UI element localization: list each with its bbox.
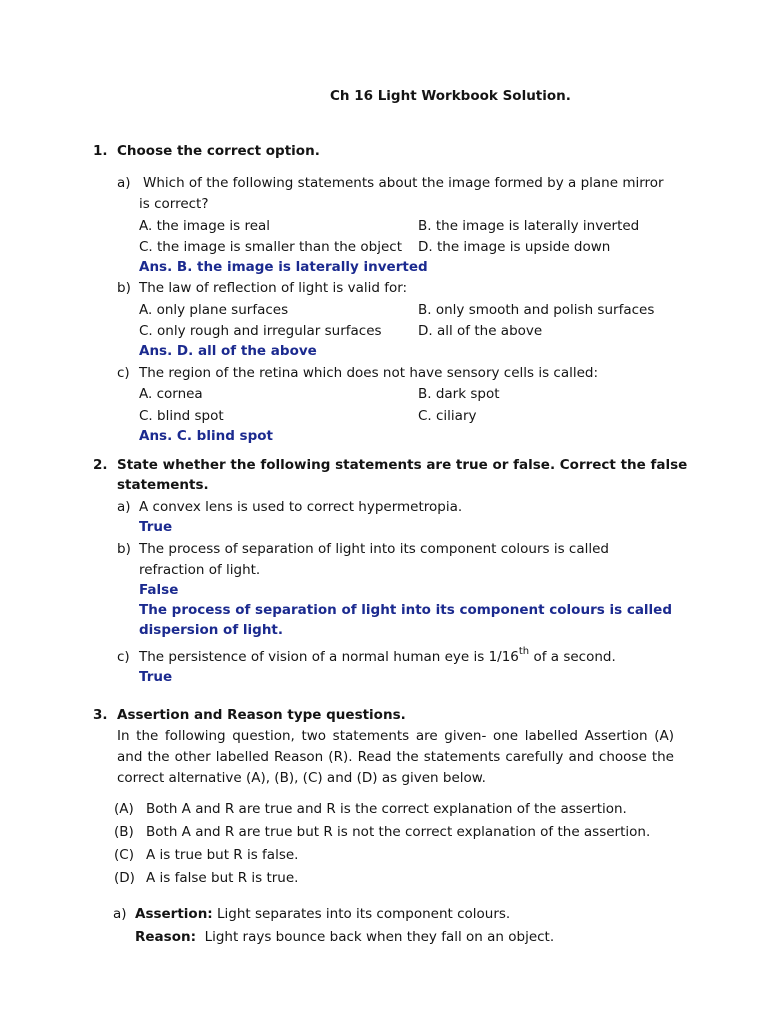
section-2-number: 2. [93, 457, 108, 473]
q2b-correction-cont: dispersion of light. [139, 622, 284, 638]
alt-a-text: Both A and R are true and R is the correct explanation of the assertion. [146, 801, 627, 817]
q2b-answer: False [139, 582, 179, 598]
q2b-text: The process of separation of light into its component colours is called [139, 541, 609, 557]
section-3-intro-line-2: and the other labelled Reason (R). Read the statements carefully and choose the [117, 749, 674, 765]
q1a-option-a: A. the image is real [139, 218, 271, 234]
q2b-text-cont: refraction of light. [139, 562, 261, 578]
q1a-text-cont: is correct? [139, 196, 209, 212]
section-3-intro-line-1: In the following question, two statements are given- one labelled Assertion (A) [117, 728, 674, 744]
page-title: Ch 16 Light Workbook Solution. [330, 88, 571, 104]
assertion-text: Light separates into its component colours. [212, 906, 511, 922]
q2a-answer: True [139, 519, 173, 535]
alt-c-text: A is true but R is false. [146, 847, 299, 863]
q3a-assertion [135, 905, 510, 923]
q1a-answer: Ans. B. the image is laterally inverted [139, 259, 428, 275]
section-3-number: 3. [93, 707, 108, 723]
q2b-label: b) [117, 541, 131, 557]
alt-d-text: A is false but R is true. [146, 870, 299, 886]
section-3-intro-line-3: correct alternative (A), (B), (C) and (D) as given below. [117, 770, 486, 786]
alt-d-label: (D) [114, 870, 135, 886]
q2a-label: a) [117, 499, 131, 515]
reason-text: Light rays bounce back when they fall on an object. [195, 929, 555, 945]
q1b-option-c: C. only rough and irregular surfaces [139, 323, 382, 339]
q3a-label: a) [113, 906, 127, 922]
q1c-label: c) [117, 365, 130, 381]
q1c-answer: Ans. C. blind spot [139, 428, 273, 444]
section-3-heading: Assertion and Reason type questions. [117, 707, 406, 723]
q1b-text: The law of reflection of light is valid for: [139, 280, 408, 296]
section-1-heading: Choose the correct option. [117, 143, 320, 159]
alt-b-label: (B) [114, 824, 134, 840]
assertion-label: Assertion: [135, 906, 213, 922]
q1b-label: b) [117, 280, 131, 296]
q1b-option-a: A. only plane surfaces [139, 302, 289, 318]
q2c-text-pre: The persistence of vision of a normal human eye is 1/16 [139, 649, 519, 665]
q1a-option-c: C. the image is smaller than the object [139, 239, 402, 255]
q1b-answer: Ans. D. all of the above [139, 343, 317, 359]
q1c-text: The region of the retina which does not have sensory cells is called: [139, 365, 599, 381]
q2c-text-sup: th [518, 645, 530, 657]
q1a-option-d: D. the image is upside down [418, 239, 611, 255]
q2c-text-post: of a second. [529, 649, 616, 665]
q2b-correction: The process of separation of light into its component colours is called [139, 602, 673, 618]
reason-label: Reason: [135, 929, 196, 945]
q1b-option-d: D. all of the above [418, 323, 543, 339]
q2c-text [139, 645, 616, 666]
q1b-option-b: B. only smooth and polish surfaces [418, 302, 655, 318]
q1c-option-d: C. ciliary [418, 408, 477, 424]
q2c-answer: True [139, 669, 173, 685]
q1c-option-b: B. dark spot [418, 386, 500, 402]
q1c-option-c: C. blind spot [139, 408, 224, 424]
alt-b-text: Both A and R are true but R is not the correct explanation of the assertion. [146, 824, 651, 840]
q1c-option-a: A. cornea [139, 386, 203, 402]
q1a-option-b: B. the image is laterally inverted [418, 218, 640, 234]
q2a-text: A convex lens is used to correct hypermetropia. [139, 499, 463, 515]
q3a-reason [135, 928, 554, 946]
q1a-text: Which of the following statements about the image formed by a plane mirror [143, 175, 664, 191]
q1a-label: a) [117, 175, 131, 191]
alt-c-label: (C) [114, 847, 134, 863]
section-1-number: 1. [93, 143, 108, 159]
section-2-heading: State whether the following statements are true or false. Correct the false [117, 457, 688, 473]
alt-a-label: (A) [114, 801, 134, 817]
q2c-label: c) [117, 649, 130, 665]
section-2-heading-cont: statements. [117, 477, 209, 493]
